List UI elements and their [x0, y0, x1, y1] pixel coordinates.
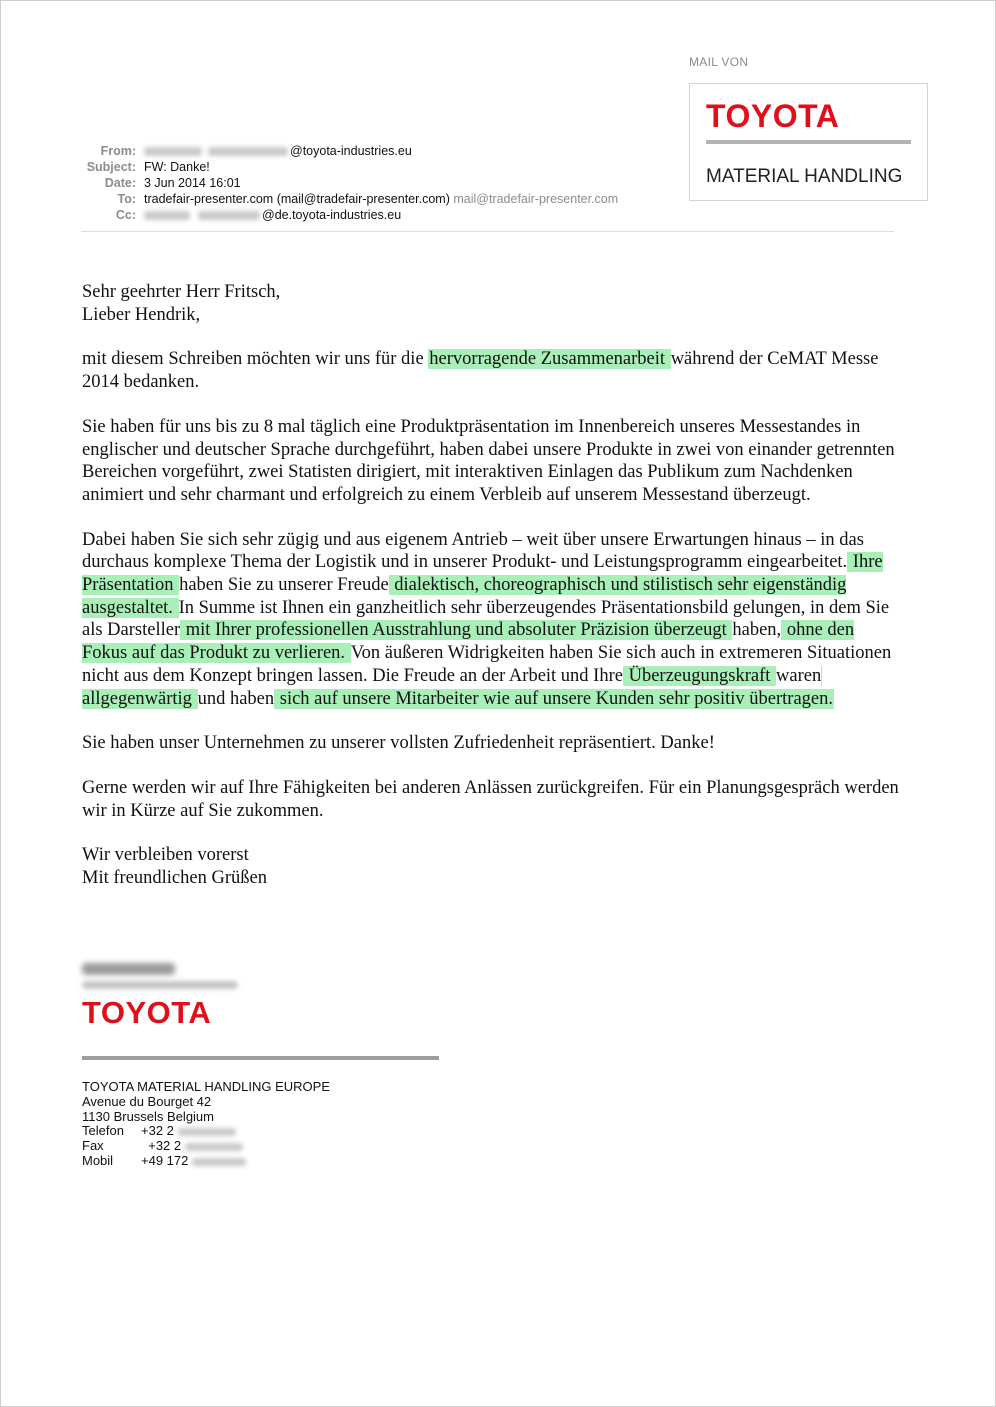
header-date-row: [71, 175, 618, 191]
highlight: allgegenwärtig: [82, 666, 822, 709]
subject-value: FW: Danke!: [144, 160, 210, 174]
header-to-row: [71, 191, 618, 207]
highlight: mit Ihrer professionellen Ausstrahlung und absoluter Präzision überzeugt: [181, 620, 732, 641]
header-from-row: [71, 143, 618, 159]
email-header: [71, 143, 618, 223]
to-label: To:: [117, 192, 136, 206]
company-address: [82, 1080, 330, 1169]
highlight: Ihre Präsentation: [82, 552, 883, 596]
redacted-number: [185, 1143, 243, 1151]
paragraph-5: Gerne werden wir auf Ihre Fähigkeiten bei anderen Anlässen zurückgreifen. Für ein Planungsgespräch werden wir in Kürze auf Sie zukommen.: [82, 777, 899, 821]
redacted-signature-title: [82, 981, 238, 989]
highlight: dialektisch, choreographisch und stilistisch sehr eigenständig ausgestaltet.: [82, 575, 847, 618]
salutation: Sehr geehrter Herr Fritsch, Lieber Hendrik,: [82, 282, 281, 325]
mail-from-caption: MAIL VON: [689, 55, 749, 69]
subject-label: Subject:: [86, 160, 136, 174]
header-subject-row: [71, 159, 618, 175]
date-value: 3 Jun 2014 16:01: [144, 176, 241, 190]
address-street: Avenue du Bourget 42: [82, 1093, 212, 1109]
header-cc-row: [71, 207, 618, 223]
redacted-address: [198, 211, 260, 220]
paragraph-4: Sie haben unser Unternehmen zu unserer vollsten Zufriedenheit repräsentiert. Danke!: [82, 733, 715, 754]
logo-subtitle: MATERIAL HANDLING: [706, 166, 903, 187]
paragraph-3: Dabei haben Sie sich sehr zügig und aus eigenem Antrieb – weit über unsere Erwartungen hinaus – in das durchaus komplexe Thema der Logistik und in unserer Produkt- und Leistungsprogramm eingearbeitet. Ihre Präsentation haben Sie zu unserer Freude dialektisch, choreographisch und stilistisch sehr eigenständig ausgestaltet. In Summe ist Ihnen ein ganzheitlich sehr überzeugendes Präsentationsbild gelungen, in dem Sie als Darsteller mit Ihrer professionellen Ausstrahlung und absoluter Präzision überzeugt haben, ohne den Fokus auf das Produkt zu verlieren. Von äußeren Widrigkeiten haben Sie sich auch in extremeren Situationen nicht aus dem Konzept bringen lassen. Die Freude an der Arbeit und Ihre Überzeugungskraft waren allgegenwärtig und haben sich auf unsere Mitarbeiter wie auf unsere Kunden sehr positiv übertragen.: [82, 529, 892, 709]
signature-divider: [82, 1056, 439, 1060]
paragraph-1: mit diesem Schreiben möchten wir uns für die hervorragende Zusammenarbeit während der CeMAT Messe 2014 bedanken.: [82, 349, 879, 393]
redacted-signature-name: [82, 963, 175, 975]
address-company: TOYOTA MATERIAL HANDLING EUROPE: [82, 1079, 331, 1094]
from-value: @toyota-industries.eu: [144, 143, 412, 159]
address-fax: Fax +32 2: [82, 1139, 330, 1154]
from-label: From:: [100, 144, 136, 158]
address-phone: Telefon +32 2: [82, 1124, 330, 1139]
letter-body: [82, 281, 902, 912]
redacted-name: [144, 211, 190, 220]
highlight: ohne den Fokus auf das Produkt zu verlieren.: [82, 620, 855, 664]
redacted-number: [192, 1158, 246, 1166]
signature-toyota-logo: TOYOTA: [82, 995, 212, 1030]
paragraph-2: Sie haben für uns bis zu 8 mal täglich eine Produktpräsentation im Innenbereich unseres Messestandes in englischer und deutscher Sprache durchgeführt, haben dabei unsere Produkte in zwei von einander getrennten Bereichen vorgeführt, zwei Statisten dirigiert, mit interaktiven Einlagen das Publikum zum Nachdenken animiert und sehr charmant und erfolgreich zu einem Verbleib auf unserem Messestand überzeugt.: [82, 416, 895, 505]
highlight: Überzeugungskraft: [623, 665, 775, 686]
to-extra-address: mail@tradefair-presenter.com: [453, 192, 619, 206]
highlight: sich auf unsere Mitarbeiter wie auf unsere Kunden sehr positiv übertragen.: [275, 688, 834, 709]
header-divider: [81, 231, 894, 232]
toyota-logo: TOYOTA: [706, 98, 840, 134]
logo-divider: [706, 140, 911, 144]
date-label: Date:: [104, 176, 136, 190]
to-value: tradefair-presenter.com (mail@tradefair-presenter.com) mail@tradefair-presenter.com: [144, 192, 619, 206]
closing: Wir verbleiben vorerst Mit freundlichen Grüßen: [82, 845, 267, 889]
cc-value: @de.toyota-industries.eu: [144, 207, 401, 223]
redacted-number: [178, 1128, 236, 1136]
toyota-logo-box: [689, 83, 928, 201]
address-mobile: Mobil +49 172: [82, 1154, 330, 1169]
highlight: hervorragende Zusammenarbeit: [429, 349, 670, 370]
address-city: 1130 Brussels Belgium: [82, 1108, 214, 1124]
redacted-address: [208, 147, 288, 156]
redacted-name: [144, 147, 202, 156]
cc-label: Cc:: [115, 208, 136, 222]
